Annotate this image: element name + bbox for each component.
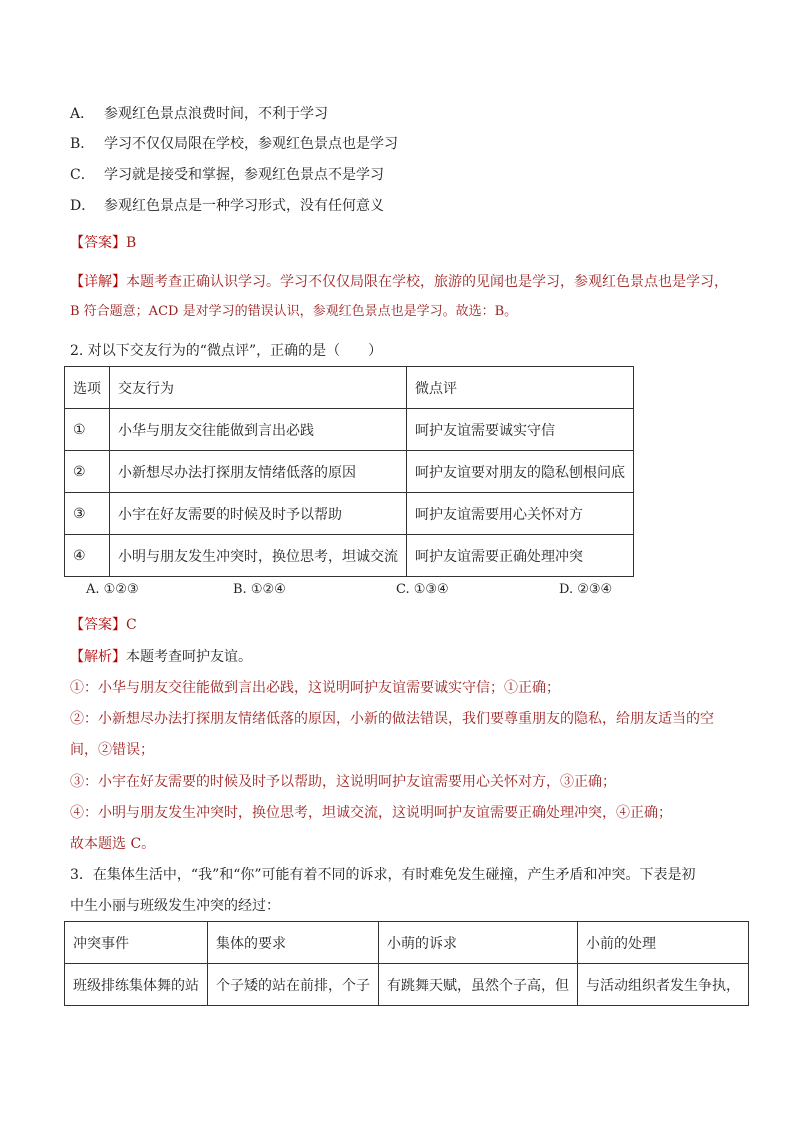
table-row — [65, 535, 634, 577]
table-header-cell: 冲突事件 — [65, 922, 208, 964]
table-cell: 小明与朋友发生冲突时，换位思考，坦诚交流 — [110, 535, 407, 577]
option-c: C． 学习就是接受和掌握，参观红色景点不是学习 — [70, 167, 384, 183]
table-cell: ④ — [65, 535, 110, 577]
table-header-cell: 小萌的诉求 — [379, 922, 578, 964]
q1-detail-line2: B 符合题意；ACD 是对学习的错误认识，参观红色景点也是学习。故选：B。 — [70, 304, 518, 319]
analysis-line: 间，②错误； — [70, 742, 154, 758]
choice-b: B. ①②④ — [233, 582, 286, 597]
table-row — [65, 409, 634, 451]
table-cell: 呵护友谊需要正确处理冲突 — [407, 535, 634, 577]
table-row — [65, 493, 634, 535]
q1-detail-line1: 【详解】本题考查正确认识学习。学习不仅仅局限在学校，旅游的见闻也是学习，参观红色景点也是学习， — [70, 274, 728, 290]
q1-answer: 【答案】B — [70, 235, 137, 251]
choice-a: A. ①②③ — [86, 582, 139, 597]
q2-answer: 【答案】C — [70, 617, 137, 633]
analysis-line: ④：小明与朋友发生冲突时，换位思考，坦诚交流，这说明呵护友谊需要正确处理冲突，④正确； — [70, 805, 672, 821]
option-d: D． 参观红色景点是一种学习形式，没有任何意义 — [70, 198, 384, 214]
analysis-line: ③：小宇在好友需要的时候及时予以帮助，这说明呵护友谊需要用心关怀对方，③正确； — [70, 774, 616, 790]
analysis-line: ②：小新想尽办法打探朋友情绪低落的原因，小新的做法错误，我们要尊重朋友的隐私，给朋友适当的空 — [70, 711, 714, 727]
table-cell: 呵护友谊需要用心关怀对方 — [407, 493, 634, 535]
option-a: A． 参观红色景点浪费时间，不利于学习 — [70, 106, 328, 122]
table-cell: 小新想尽办法打探朋友情绪低落的原因 — [110, 451, 407, 493]
table-cell: ③ — [65, 493, 110, 535]
choice-c: C. ①③④ — [396, 582, 449, 597]
option-b: B． 学习不仅仅局限在学校，参观红色景点也是学习 — [70, 136, 398, 152]
table-cell: ② — [65, 451, 110, 493]
q2-analysis-intro: 【解析】本题考查呵护友谊。 — [70, 649, 252, 665]
table-header-row — [65, 922, 749, 964]
table-cell: 班级排练集体舞的站 — [65, 964, 208, 1006]
table-header-cell: 选项 — [65, 367, 110, 409]
table-cell: 与活动组织者发生争执， — [578, 964, 749, 1006]
table-row — [65, 964, 749, 1006]
table-cell: 小华与朋友交往能做到言出必践 — [110, 409, 407, 451]
table-cell: 有跳舞天赋，虽然个子高，但 — [379, 964, 578, 1006]
table-row — [65, 451, 634, 493]
table-cell: 小宇在好友需要的时候及时予以帮助 — [110, 493, 407, 535]
q3-table — [64, 921, 749, 1006]
choice-d: D. ②③④ — [559, 582, 613, 597]
table-cell: 呵护友谊要对朋友的隐私刨根问底 — [407, 451, 634, 493]
table-header-cell: 小前的处理 — [578, 922, 749, 964]
table-header-row — [65, 367, 634, 409]
analysis-line: ①：小华与朋友交往能做到言出必践，这说明呵护友谊需要诚实守信；①正确； — [70, 680, 560, 696]
q2-stem: 2. 对以下交友行为的“微点评”，正确的是（ ） — [70, 343, 383, 359]
table-cell: 个子矮的站在前排，个子 — [208, 964, 379, 1006]
q3-stem-line2: 中生小丽与班级发生冲突的经过： — [70, 898, 280, 914]
table-cell: 呵护友谊需要诚实守信 — [407, 409, 634, 451]
table-cell: ① — [65, 409, 110, 451]
q2-table — [64, 366, 634, 577]
q2-conclusion: 故本题选 C。 — [70, 836, 156, 852]
q2-choices — [0, 582, 794, 602]
table-header-cell: 微点评 — [407, 367, 634, 409]
table-header-cell: 交友行为 — [110, 367, 407, 409]
q3-stem-line1: 3．在集体生活中，“我”和“你”可能有着不同的诉求，有时难免发生碰撞，产生矛盾和冲突。下表是初 — [70, 867, 696, 883]
table-header-cell: 集体的要求 — [208, 922, 379, 964]
